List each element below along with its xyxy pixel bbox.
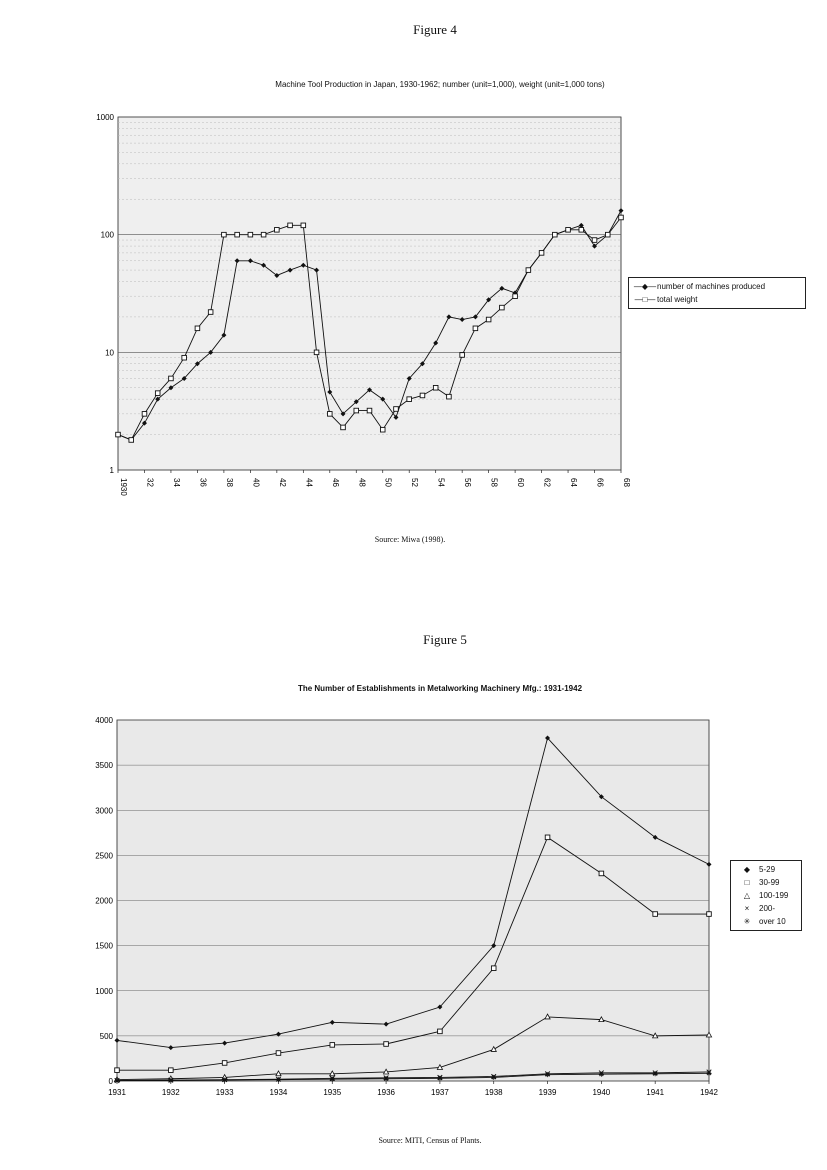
y-tick-label: 0 — [108, 1077, 113, 1086]
y-tick-label: 2000 — [95, 896, 113, 906]
data-point — [420, 393, 425, 398]
square-marker-icon: —□— — [634, 295, 656, 304]
legend-label: over 10 — [759, 917, 786, 926]
legend-item-100-199 — [735, 889, 797, 902]
y-tick-label: 500 — [99, 1031, 113, 1041]
x-tick-label: 34 — [171, 478, 181, 487]
data-point — [168, 1078, 173, 1083]
legend-item-over-10 — [735, 915, 797, 928]
legend-item-200 — [735, 902, 797, 915]
legend-label: 30-99 — [759, 878, 780, 887]
diamond-marker-icon: —◆— — [633, 282, 657, 291]
legend-item-number-of-machines — [633, 280, 801, 293]
data-point — [354, 408, 359, 413]
x-tick-label: 42 — [277, 478, 287, 487]
data-point — [526, 268, 531, 273]
x-tick-label: 40 — [251, 478, 261, 487]
data-point — [155, 391, 160, 396]
data-point — [438, 1029, 443, 1034]
y-tick-label: 1000 — [96, 113, 114, 122]
data-point — [169, 376, 174, 381]
data-point — [115, 1078, 120, 1083]
y-tick-label: 100 — [100, 230, 114, 240]
x-tick-label: 60 — [516, 478, 526, 487]
x-tick-label: 1937 — [431, 1088, 449, 1097]
data-point — [491, 1075, 496, 1080]
data-point — [275, 227, 280, 232]
data-point — [653, 912, 658, 917]
data-point — [539, 251, 544, 256]
figure-1-chart — [80, 105, 640, 515]
data-point — [169, 1068, 174, 1073]
plot-area — [118, 117, 621, 470]
x-tick-label: 1942 — [700, 1088, 718, 1097]
legend-label: 5-29 — [759, 865, 776, 874]
data-point — [653, 1071, 658, 1076]
legend-label: 100-199 — [759, 891, 789, 900]
x-tick-label: 1930 — [119, 478, 128, 496]
figure-2-legend — [730, 860, 802, 931]
x-tick-label: 1939 — [538, 1088, 557, 1097]
y-tick-label: 4000 — [95, 716, 113, 725]
data-point — [182, 355, 187, 360]
legend-label: 200- — [759, 904, 776, 913]
x-tick-label: 36 — [198, 478, 208, 487]
x-tick-label: 52 — [410, 478, 420, 487]
square-marker-icon: □ — [744, 878, 750, 887]
x-tick-label: 1932 — [161, 1088, 180, 1097]
diamond-marker-icon: ◆ — [743, 865, 751, 874]
data-point — [367, 408, 372, 413]
data-point — [460, 353, 465, 358]
data-point — [619, 215, 624, 220]
data-point — [380, 427, 385, 432]
data-point — [545, 1072, 550, 1077]
data-point — [433, 385, 438, 390]
data-point — [513, 294, 518, 299]
legend-item-5-29 — [735, 863, 797, 876]
data-point — [605, 232, 610, 237]
y-tick-label: 1500 — [95, 941, 113, 951]
data-point — [208, 310, 213, 315]
data-point — [545, 835, 550, 840]
y-tick-label: 3500 — [95, 761, 113, 771]
legend-item-total-weight — [633, 293, 801, 306]
data-point — [707, 1071, 712, 1076]
data-point — [129, 438, 134, 443]
x-tick-label: 50 — [383, 478, 393, 487]
data-point — [599, 1072, 604, 1077]
cross-marker-icon: × — [744, 904, 750, 913]
data-point — [261, 232, 266, 237]
data-point — [394, 407, 399, 412]
data-point — [276, 1077, 281, 1082]
x-tick-label: 1940 — [592, 1088, 611, 1097]
triangle-marker-icon: △ — [743, 891, 751, 900]
data-point — [407, 397, 412, 402]
figure-1-title: Machine Tool Production in Japan, 1930-1962; number (unit=1,000), weight (unit=1,000 tons) — [275, 80, 605, 89]
data-point — [222, 1078, 227, 1083]
legend-item-30-99 — [735, 876, 797, 889]
data-point — [222, 1061, 227, 1066]
x-tick-label: 32 — [145, 478, 155, 487]
x-tick-label: 1938 — [484, 1088, 503, 1097]
data-point — [235, 232, 240, 237]
data-point — [384, 1042, 389, 1047]
y-tick-label: 1 — [109, 466, 114, 475]
data-point — [248, 232, 253, 237]
figure-1-source: Source: Miwa (1998). — [374, 535, 446, 544]
figure-1-label: Figure 4 — [413, 22, 457, 37]
figure-2-source: Source: MITI, Census of Plants. — [378, 1136, 482, 1145]
x-tick-label: 38 — [224, 478, 234, 487]
x-tick-label: 1936 — [377, 1088, 395, 1097]
x-tick-label: 54 — [436, 478, 446, 487]
data-point — [341, 425, 346, 430]
figure-2-label: Figure 5 — [423, 632, 467, 647]
data-point — [116, 432, 121, 437]
data-point — [115, 1068, 120, 1073]
x-tick-label: 58 — [489, 478, 499, 487]
x-tick-label: 62 — [542, 478, 552, 487]
data-point — [384, 1076, 389, 1081]
figure-2-chart — [75, 710, 735, 1110]
data-point — [327, 412, 332, 417]
legend-label: number of machines produced — [657, 282, 766, 291]
x-tick-label: 66 — [595, 478, 605, 487]
y-tick-label: 2500 — [95, 851, 113, 861]
y-tick-label: 1000 — [95, 986, 113, 996]
data-point — [473, 326, 478, 331]
data-point — [437, 1076, 442, 1081]
data-point — [330, 1077, 335, 1082]
data-point — [288, 223, 293, 228]
x-tick-label: 1935 — [323, 1088, 342, 1097]
data-point — [330, 1043, 335, 1048]
data-point — [222, 232, 227, 237]
data-point — [579, 227, 584, 232]
data-point — [592, 238, 597, 243]
x-tick-label: 46 — [330, 478, 340, 487]
figure-1-legend — [628, 277, 806, 309]
x-tick-label: 48 — [357, 478, 367, 487]
data-point — [276, 1051, 281, 1056]
data-point — [301, 223, 306, 228]
data-point — [447, 394, 452, 399]
x-tick-label: 44 — [304, 478, 314, 487]
data-point — [566, 227, 571, 232]
x-tick-label: 1933 — [215, 1088, 234, 1097]
data-point — [486, 317, 491, 322]
data-point — [142, 412, 147, 417]
x-tick-label: 1941 — [646, 1088, 665, 1097]
x-tick-label: 56 — [463, 478, 473, 487]
figure-2-title: The Number of Establishments in Metalworking Machinery Mfg.: 1931-1942 — [297, 684, 583, 693]
data-point — [195, 326, 200, 331]
x-tick-label: 68 — [622, 478, 631, 487]
star-marker-icon: ✳ — [743, 917, 751, 926]
legend-label: total weight — [657, 295, 698, 304]
data-point — [707, 912, 712, 917]
x-tick-label: 1931 — [108, 1088, 126, 1097]
y-tick-label: 10 — [105, 348, 114, 358]
data-point — [500, 305, 505, 310]
data-point — [599, 871, 604, 876]
data-point — [553, 232, 558, 237]
x-tick-label: 64 — [569, 478, 579, 487]
x-tick-label: 1934 — [269, 1088, 288, 1097]
data-point — [314, 350, 319, 355]
data-point — [491, 966, 496, 971]
y-tick-label: 3000 — [95, 806, 113, 816]
